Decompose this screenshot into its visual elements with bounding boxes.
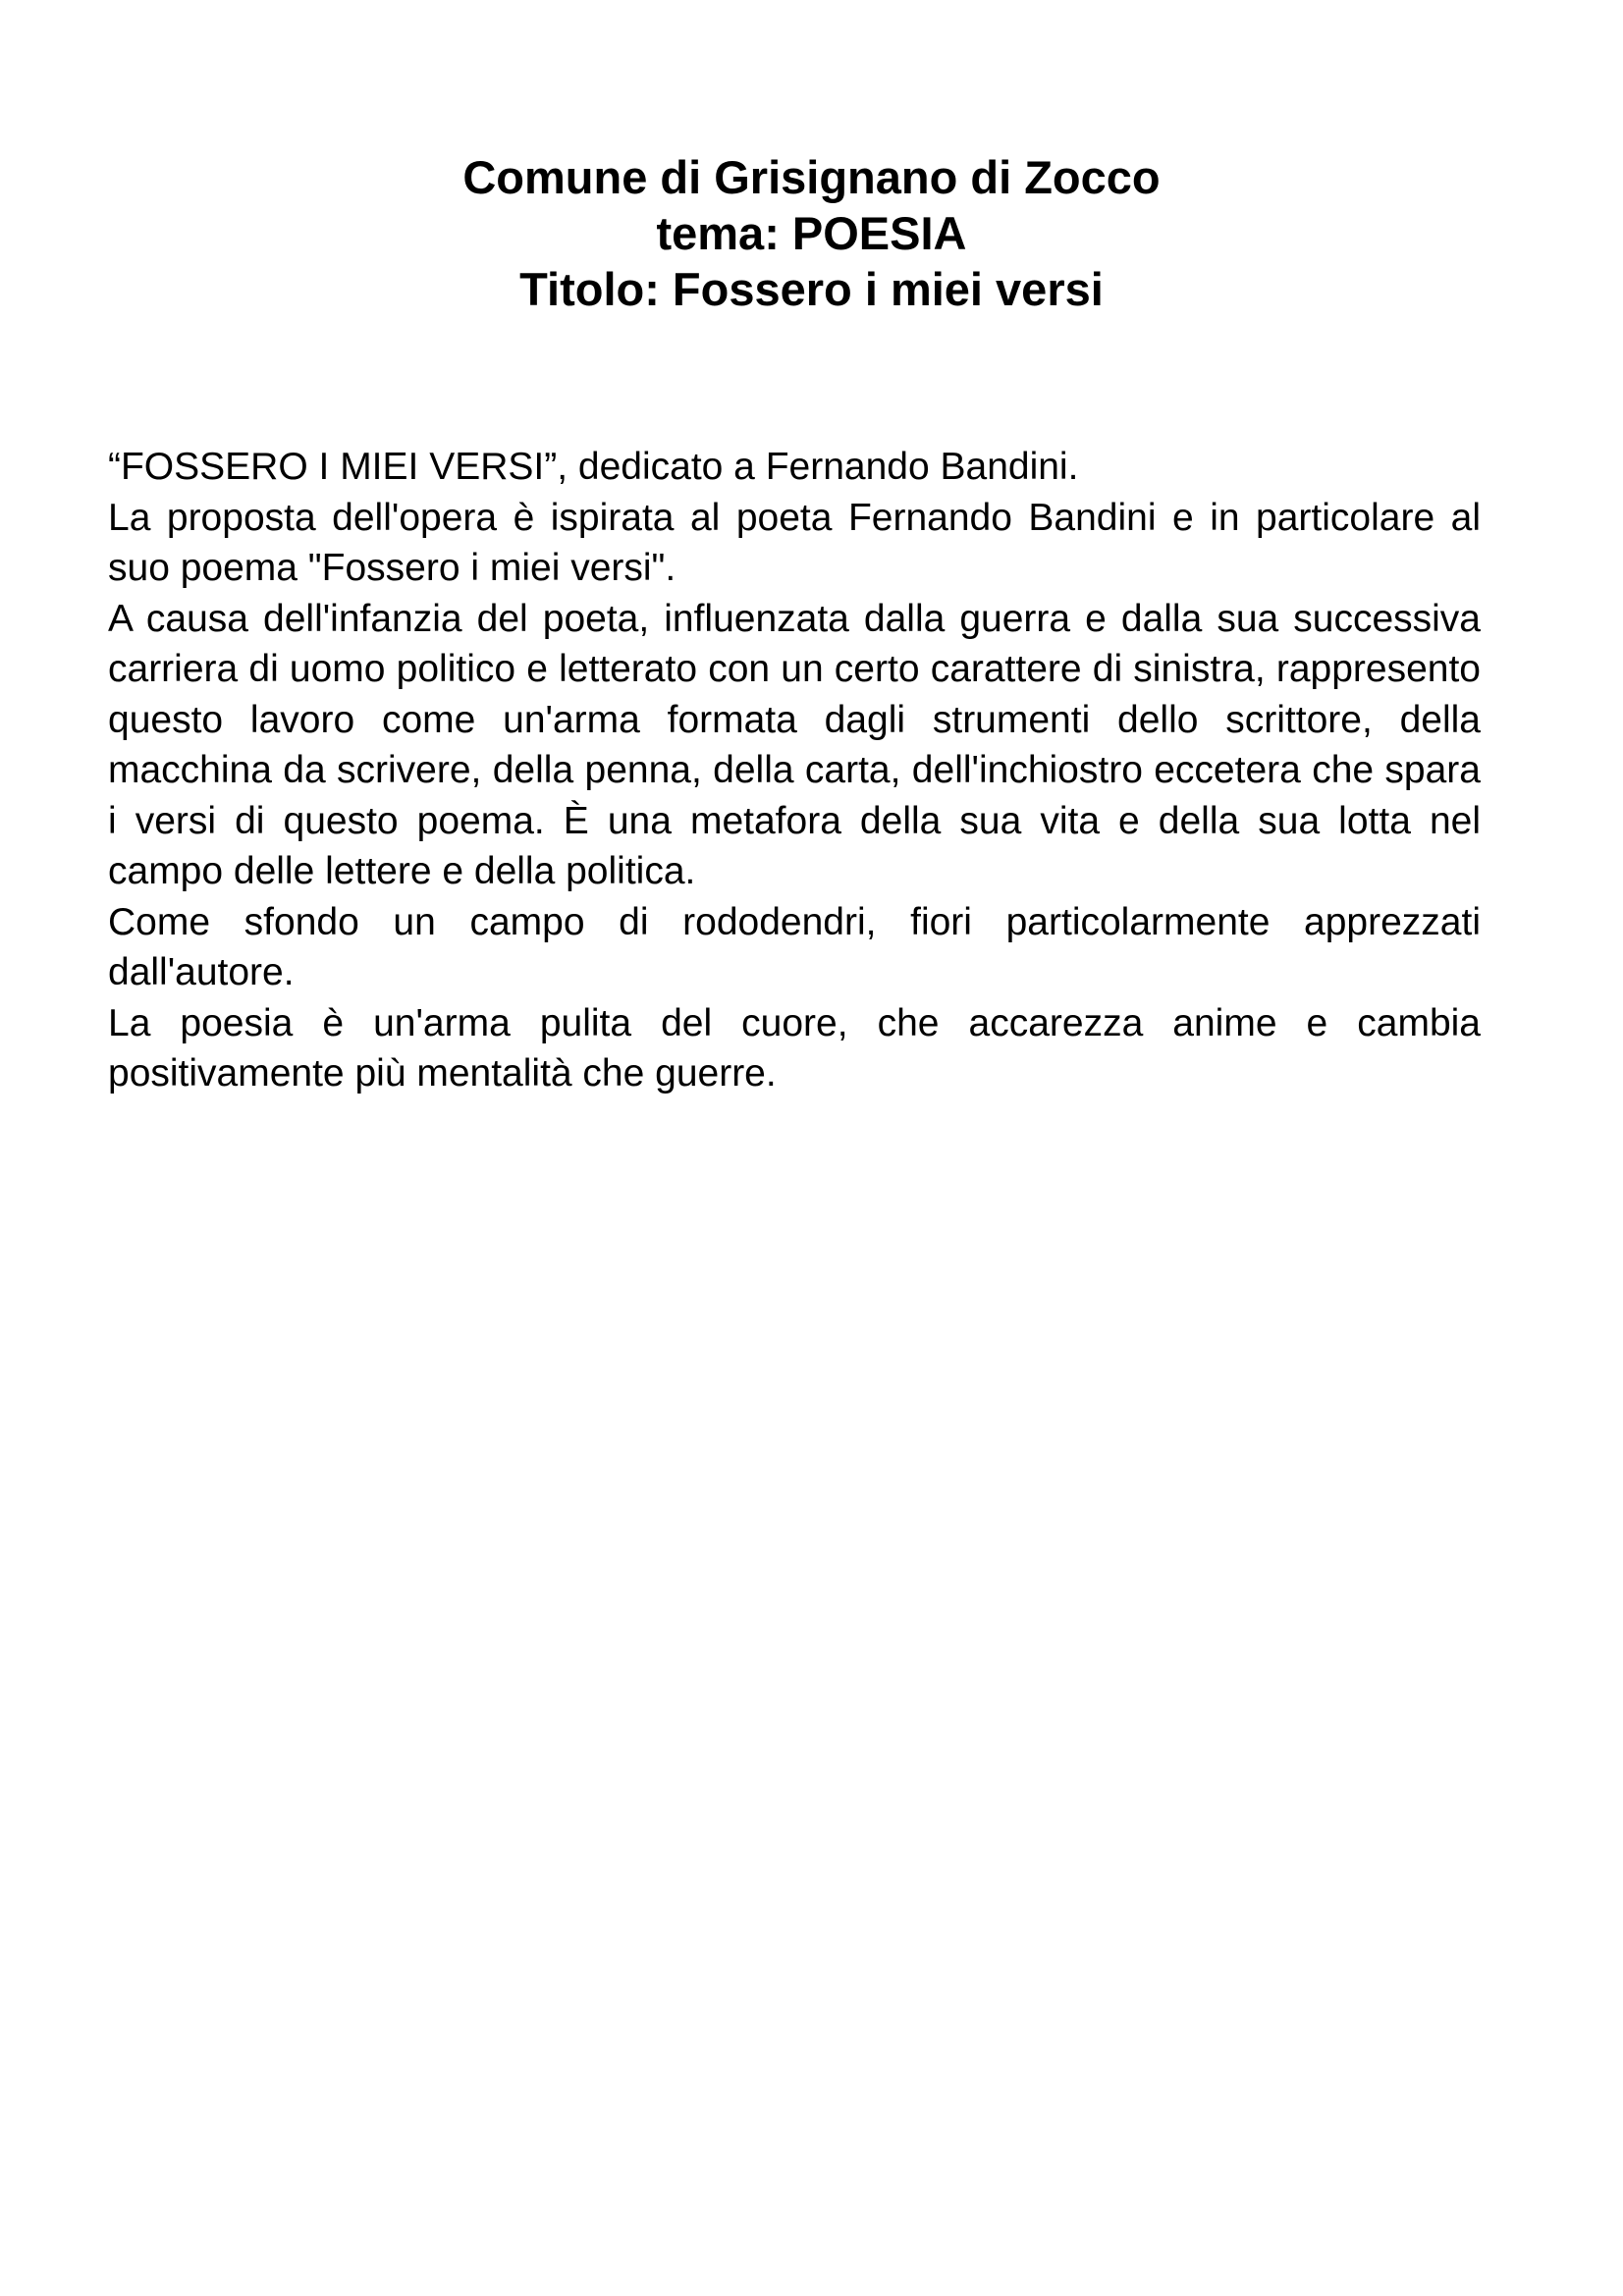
header-municipality: Comune di Grisignano di Zocco	[462, 151, 1161, 203]
document-body	[108, 442, 1481, 1099]
document-header	[0, 149, 1623, 317]
header-title: Titolo: Fossero i miei versi	[519, 263, 1104, 315]
paragraph-description: A causa dell'infanzia del poeta, influenzata dalla guerra e dalla sua successiva carriera di uomo politico e letterato con un certo carattere di sinistra, rappresento questo lavoro come un'arma formata dagli strumenti dello scrittore, della macchina da scrivere, della penna, della carta, dell'inchiostro eccetera che spara i versi di questo poema. È una metafora della sua vita e della sua lotta nel campo delle lettere e della politica.	[108, 597, 1481, 892]
paragraph-background: Come sfondo un campo di rododendri, fiori particolarmente apprezzati dall'autore.	[108, 900, 1481, 993]
header-theme: tema: POESIA	[656, 207, 967, 259]
paragraph-dedication: “FOSSERO I MIEI VERSI”, dedicato a Fernando Bandini.	[108, 446, 1079, 488]
paragraph-inspiration: La proposta dell'opera è ispirata al poeta Fernando Bandini e in particolare al suo poema "Fossero i miei versi".	[108, 496, 1481, 589]
paragraph-conclusion: La poesia è un'arma pulita del cuore, che accarezza anime e cambia positivamente più mentalità che guerre.	[108, 1001, 1481, 1095]
